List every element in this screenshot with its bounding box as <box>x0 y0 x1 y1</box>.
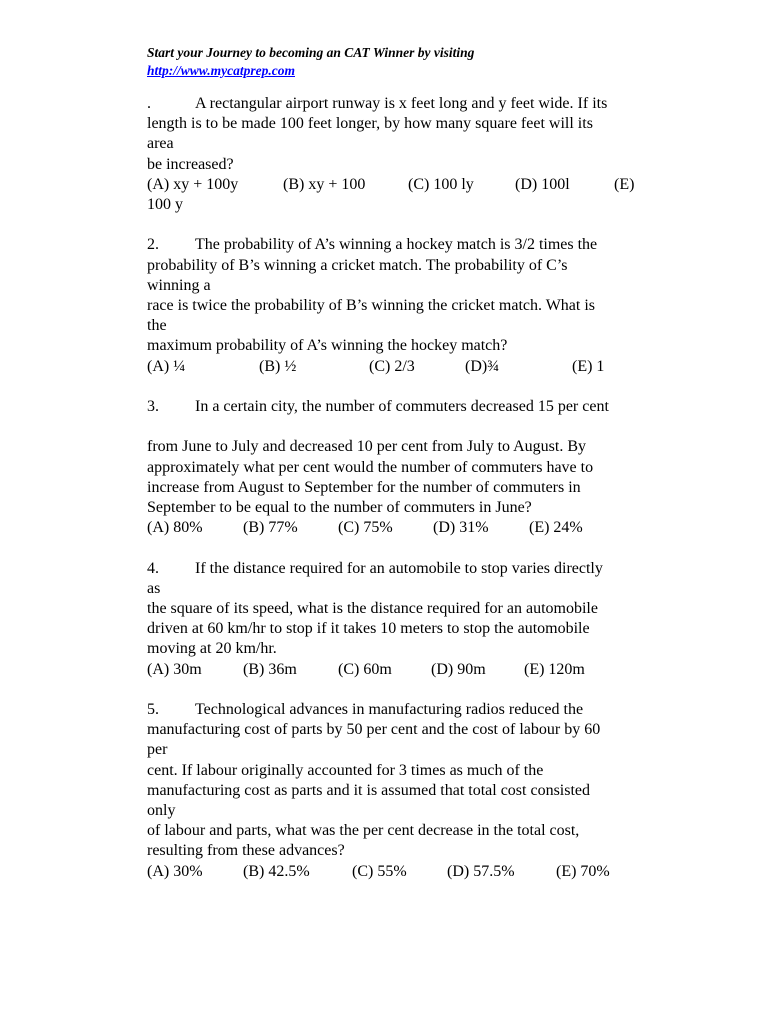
option-d: (D) 90m <box>431 660 486 678</box>
option-c: (C) 60m <box>338 660 392 678</box>
answer-options <box>147 175 657 195</box>
header-tagline: Start your Journey to becoming an CAT Winner by visiting <box>147 45 475 60</box>
question-text: manufacturing cost of parts by 50 per cent and the cost of labour by 60 <box>147 721 601 739</box>
question-text: driven at 60 km/hr to stop if it takes 10 meters to stop the automobile <box>147 620 590 638</box>
answer-options <box>147 660 657 680</box>
question-text: approximately what per cent would the number of commuters have to <box>147 458 594 476</box>
option-a: (A) ¼ <box>147 357 186 375</box>
option-d: (D)¾ <box>465 357 500 375</box>
question-text: be increased? <box>147 155 234 173</box>
option-c: (C) 2/3 <box>369 357 415 375</box>
option-b: (B) 77% <box>243 519 298 537</box>
question-5 <box>147 700 657 882</box>
question-2 <box>147 235 657 376</box>
option-e: (E) 70% <box>556 862 610 880</box>
option-b: (B) ½ <box>259 357 297 375</box>
question-text: area <box>147 135 174 153</box>
question-text: race is twice the probability of B’s winning the cricket match. What is <box>147 297 596 314</box>
option-b: (B) 42.5% <box>243 862 310 880</box>
question-4 <box>147 559 657 680</box>
question-text <box>147 417 657 437</box>
question-text: The probability of A’s winning a hockey match is 3/2 times the <box>195 236 598 254</box>
answer-options <box>147 862 657 882</box>
question-text: as <box>147 579 161 597</box>
question-text: In a certain city, the number of commuters decreased 15 per cent <box>195 397 609 415</box>
question-text: the <box>147 317 167 335</box>
question-text: increase from August to September for the number of commuters in <box>147 478 581 496</box>
question-text: the square of its speed, what is the distance required for an automobile <box>147 599 598 617</box>
option-a: (A) 30% <box>147 862 203 880</box>
option-e: (E) 120m <box>524 660 585 678</box>
option-c: (C) 75% <box>338 519 393 537</box>
question-text: length is to be made 100 feet longer, by how many square feet will its <box>147 115 593 133</box>
question-text: If the distance required for an automobile to stop varies directly <box>195 559 603 577</box>
question-text: manufacturing cost as parts and it is assumed that total cost consisted <box>147 781 591 799</box>
question-text: only <box>147 801 176 819</box>
question-text: from June to July and decreased 10 per cent from July to August. By <box>147 438 587 456</box>
option-e-value: 100 y <box>147 196 183 213</box>
question-number: 5. <box>147 700 159 718</box>
question-text: A rectangular airport runway is x feet long and y feet wide. If its <box>195 95 608 112</box>
option-e: (E) <box>614 175 635 193</box>
website-link[interactable]: http://www.mycatprep.com <box>147 63 295 78</box>
question-text: September to be equal to the number of commuters in June? <box>147 498 532 516</box>
question-text: per <box>147 741 168 759</box>
question-text: maximum probability of A’s winning the hockey match? <box>147 337 508 355</box>
question-text: winning a <box>147 276 211 294</box>
option-a: (A) 80% <box>147 519 203 537</box>
option-a: (A) xy + 100y <box>147 175 239 193</box>
answer-options <box>147 357 657 377</box>
option-a: (A) 30m <box>147 660 202 678</box>
question-number: 2. <box>147 236 159 254</box>
question-text: cent. If labour originally accounted for 3 times as much of the <box>147 761 544 779</box>
question-number: 4. <box>147 559 159 577</box>
answer-options <box>147 518 657 538</box>
question-text: moving at 20 km/hr. <box>147 640 277 658</box>
question-number: . <box>147 95 151 112</box>
option-c: (C) 55% <box>352 862 407 880</box>
option-b: (B) 36m <box>243 660 297 678</box>
option-e: (E) 24% <box>529 519 583 537</box>
option-d: (D) 31% <box>433 519 489 537</box>
option-b: (B) xy + 100 <box>283 175 366 193</box>
option-d: (D) 100l <box>515 175 570 193</box>
question-text: probability of B’s winning a cricket match. The probability of C’s <box>147 256 568 274</box>
option-e: (E) 1 <box>572 357 605 375</box>
option-c: (C) 100 ly <box>408 175 474 193</box>
question-1 <box>147 94 657 215</box>
document-page <box>147 44 657 882</box>
question-text: resulting from these advances? <box>147 842 345 860</box>
question-number: 3. <box>147 397 159 415</box>
question-3 <box>147 397 657 538</box>
question-text: Technological advances in manufacturing radios reduced the <box>195 700 584 718</box>
option-d: (D) 57.5% <box>447 862 515 880</box>
question-text: of labour and parts, what was the per cent decrease in the total cost, <box>147 822 580 840</box>
